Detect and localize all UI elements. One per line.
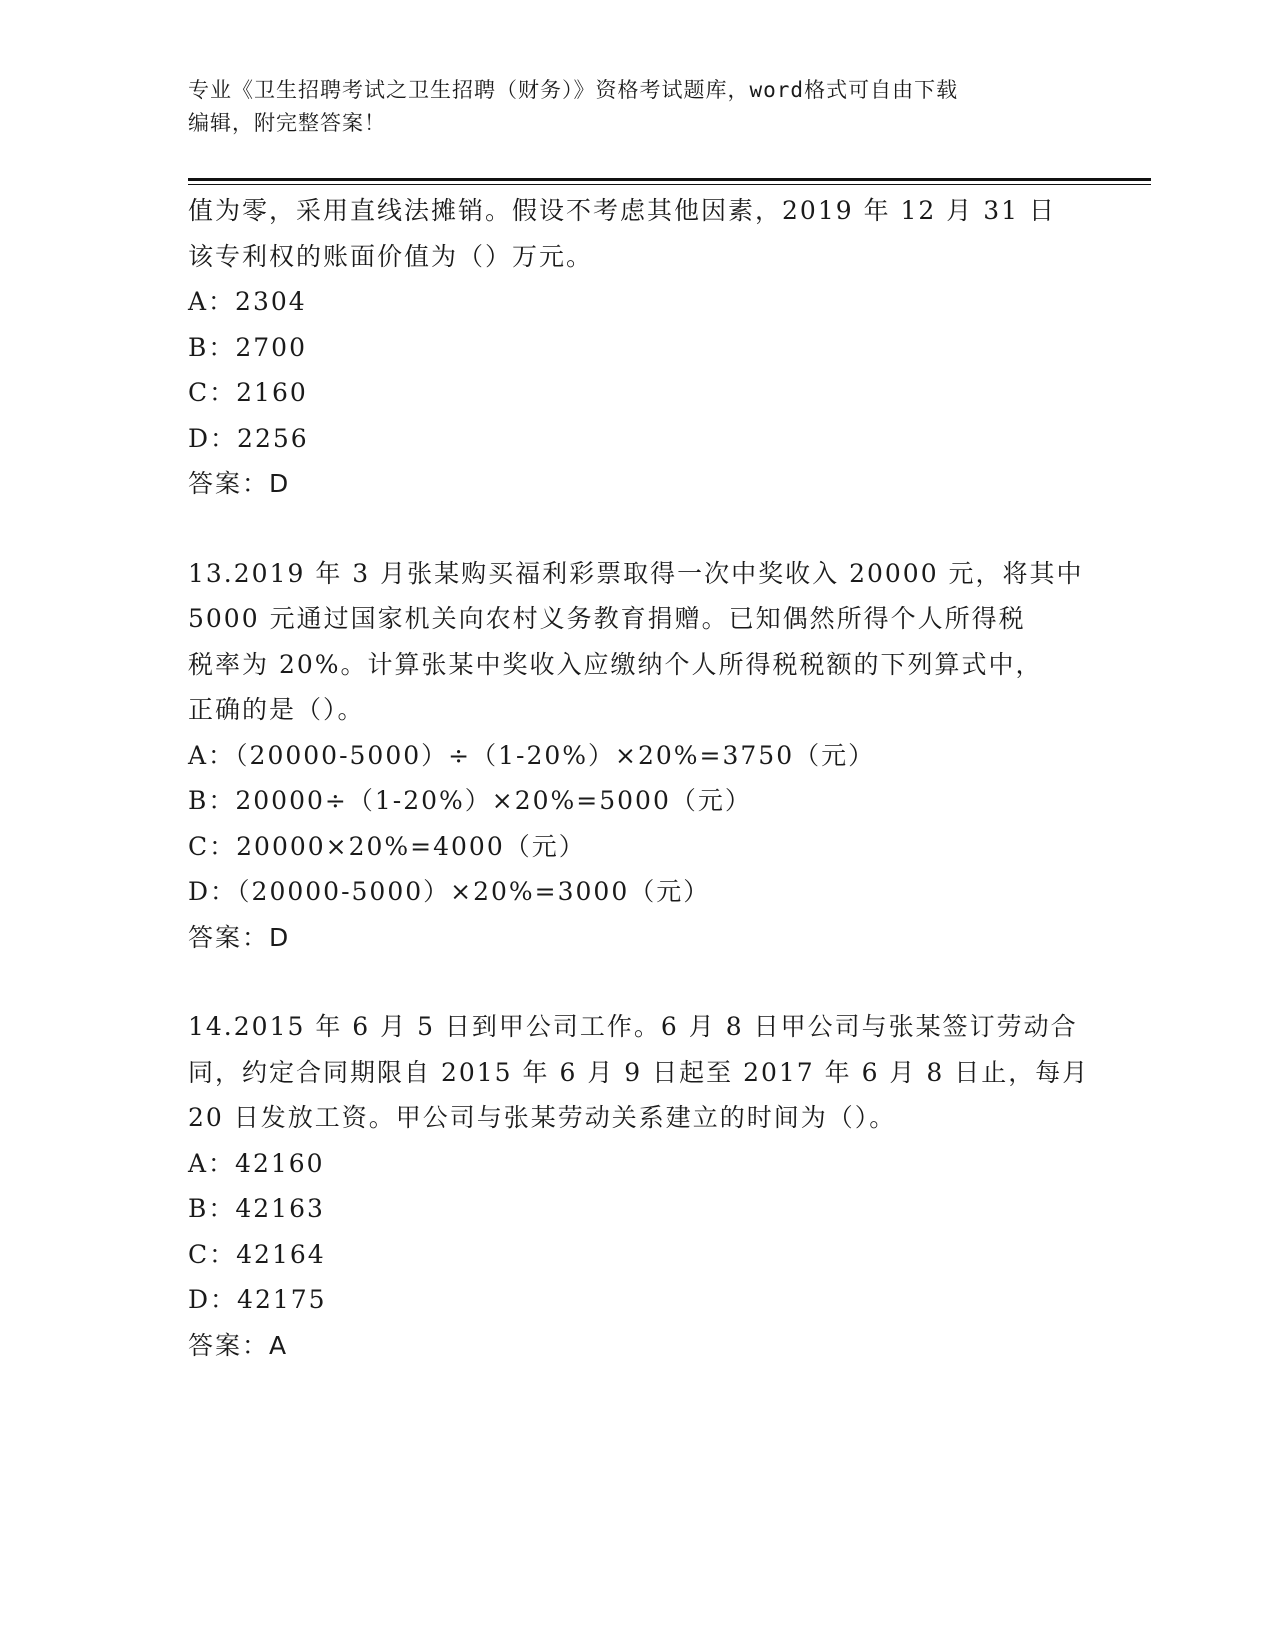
answer-line: 答案：A	[188, 1330, 289, 1360]
question-14	[188, 1004, 1088, 1368]
question-stem-line: 20 日发放工资。甲公司与张某劳动关系建立的时间为（）。	[188, 1103, 897, 1132]
question-stem-line: 值为零，采用直线法摊销。假设不考虑其他因素，2019 年 12 月 31 日	[188, 196, 1056, 225]
option-b: B：2700	[188, 332, 307, 362]
question-content	[188, 188, 1088, 1368]
question-stem-line: 正确的是（）。	[188, 695, 365, 724]
answer-line: 答案：D	[188, 469, 291, 498]
option-a: A：2304	[188, 287, 307, 316]
question-stem-line: 14.2015 年 6 月 5 日到甲公司工作。6 月 8 日甲公司与张某签订劳动合	[188, 1012, 1078, 1041]
question-13	[188, 551, 1088, 961]
question-stem-line: 同，约定合同期限自 2015 年 6 月 9 日起至 2017 年 6 月 8 日止，每月	[188, 1057, 1090, 1087]
header-divider-thin	[188, 184, 1151, 185]
option-a: A：（20000-5000）÷（1-20%）×20%=3750（元）	[188, 740, 876, 770]
option-c: C：20000×20%=4000（元）	[188, 831, 586, 861]
question-12	[188, 188, 1088, 507]
option-b: B：42163	[188, 1194, 325, 1223]
question-stem-line: 税率为 20%。计算张某中奖收入应缴纳个人所得税税额的下列算式中，	[188, 649, 1043, 679]
option-c: C：42164	[188, 1239, 326, 1269]
option-b: B：20000÷（1-20%）×20%=5000（元）	[188, 786, 752, 815]
answer-line: 答案：D	[188, 922, 291, 952]
header-line-1: 专业《卫生招聘考试之卫生招聘（财务）》资格考试题库，word格式可自由下载	[188, 78, 959, 102]
option-a: A：42160	[188, 1148, 325, 1178]
header-line-2: 编辑，附完整答案！	[188, 111, 386, 135]
header-divider-thick	[188, 178, 1151, 181]
option-d: D：42175	[188, 1285, 327, 1314]
option-d: D：2256	[188, 423, 309, 453]
question-stem-line: 该专利权的账面价值为（）万元。	[188, 241, 594, 271]
document-header	[188, 74, 1088, 140]
option-c: C：2160	[188, 378, 308, 407]
question-stem-line: 5000 元通过国家机关向农村义务教育捐赠。已知偶然所得个人所得税	[188, 604, 1026, 633]
option-d: D：（20000-5000）×20%=3000（元）	[188, 877, 711, 906]
question-stem-line: 13.2019 年 3 月张某购买福利彩票取得一次中奖收入 20000 元，将其中	[188, 558, 1084, 588]
